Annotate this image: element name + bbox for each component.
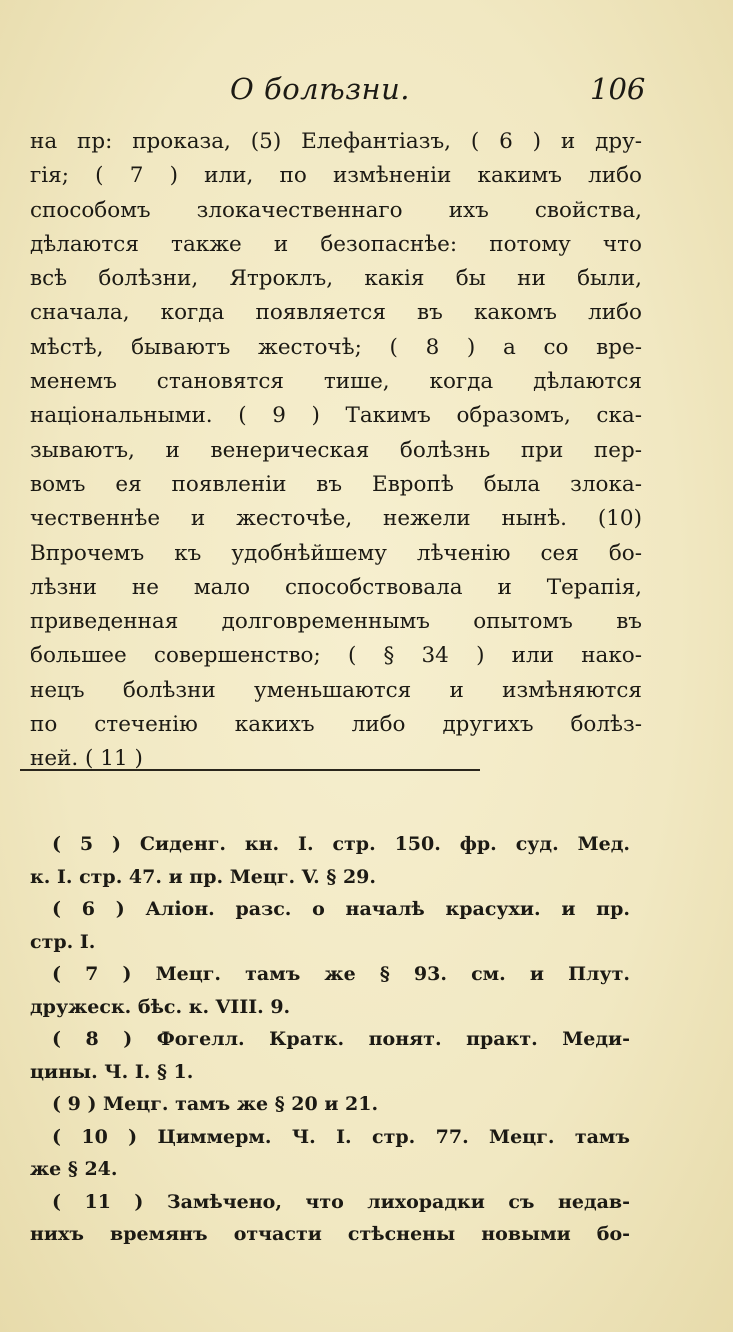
text-line: большее совершенство; ( § 34 ) или нако- xyxy=(30,643,642,669)
text-line: чественнѣе и жесточѣе, нежели нынѣ. (10) xyxy=(30,506,642,532)
footnote-line: цины. Ч. I. § 1. xyxy=(30,1060,194,1083)
page-number: 106 xyxy=(590,72,646,106)
footnote-line: нихъ времянъ отчасти стѣснены новыми бо- xyxy=(30,1223,630,1245)
text-line: менемъ становятся тише, когда дѣлаются xyxy=(30,369,642,395)
footnote-line: ( 8 ) Фогелл. Кратк. понят. практ. Меди- xyxy=(52,1028,630,1050)
footnote-line: к. I. стр. 47. и пр. Мецг. V. § 29. xyxy=(30,865,377,888)
main-text xyxy=(30,125,642,777)
text-line: по стеченію какихъ либо другихъ болѣз- xyxy=(30,712,642,738)
text-line: дѣлаются также и безопаснѣе: потому что xyxy=(30,231,642,257)
text-line: сначала, когда появляется въ какомъ либо xyxy=(30,300,642,326)
text-line: всѣ болѣзни, Ятроклъ, какія бы ни были, xyxy=(30,266,642,292)
text-line: приведенная долговременнымъ опытомъ въ xyxy=(30,609,642,635)
text-line-last: ней. ( 11 ) xyxy=(30,746,143,772)
text-line: нецъ болѣзни уменьшаются и измѣняются xyxy=(30,677,642,703)
footnote-line: же § 24. xyxy=(30,1158,118,1180)
text-line: способомъ злокачественнаго ихъ свойства, xyxy=(30,197,642,223)
footnote-line: ( 10 ) Циммерм. Ч. I. стр. 77. Мецг. тамъ xyxy=(52,1125,630,1148)
text-line: Впрочемъ къ удобнѣйшему лѣченію сея бо- xyxy=(30,540,642,566)
footnotes xyxy=(30,828,630,1251)
footnote-line: ( 11 ) Замѣчено, что лихорадки съ недав- xyxy=(52,1190,630,1213)
text-line: лѣзни не мало способствовала и Терапія, xyxy=(30,574,642,600)
footnote-line: ( 7 ) Мецг. тамъ же § 93. см. и Плут. xyxy=(52,963,630,985)
running-title: О болѣзни. xyxy=(230,72,411,106)
footnote-line: ( 5 ) Сиденг. кн. I. стр. 150. фр. суд. Мед. xyxy=(52,833,630,855)
footnote-line: ( 6 ) Аліон. разс. о началѣ красухи. и пр. xyxy=(52,898,630,920)
page-header xyxy=(0,68,733,112)
text-line: на пр: проказа, (5) Елефантіазъ, ( 6 ) и дру- xyxy=(30,129,642,154)
text-line: вомъ ея появленіи въ Европѣ была злока- xyxy=(30,471,642,497)
footnote-line: стр. I. xyxy=(30,930,96,953)
text-line: мѣстѣ, бываютъ жесточѣ; ( 8 ) а со вре- xyxy=(30,334,642,360)
text-line: гія; ( 7 ) или, по измѣненіи какимъ либо xyxy=(30,163,642,189)
footnote-line: ( 9 ) Мецг. тамъ же § 20 и 21. xyxy=(52,1093,379,1115)
footnote-divider xyxy=(20,769,480,771)
text-line: національными. ( 9 ) Такимъ образомъ, ска- xyxy=(30,403,642,429)
footnote-line: дружеск. бѣс. к. VIII. 9. xyxy=(30,995,291,1018)
text-line: зываютъ, и венерическая болѣзнь при пер- xyxy=(30,437,642,463)
